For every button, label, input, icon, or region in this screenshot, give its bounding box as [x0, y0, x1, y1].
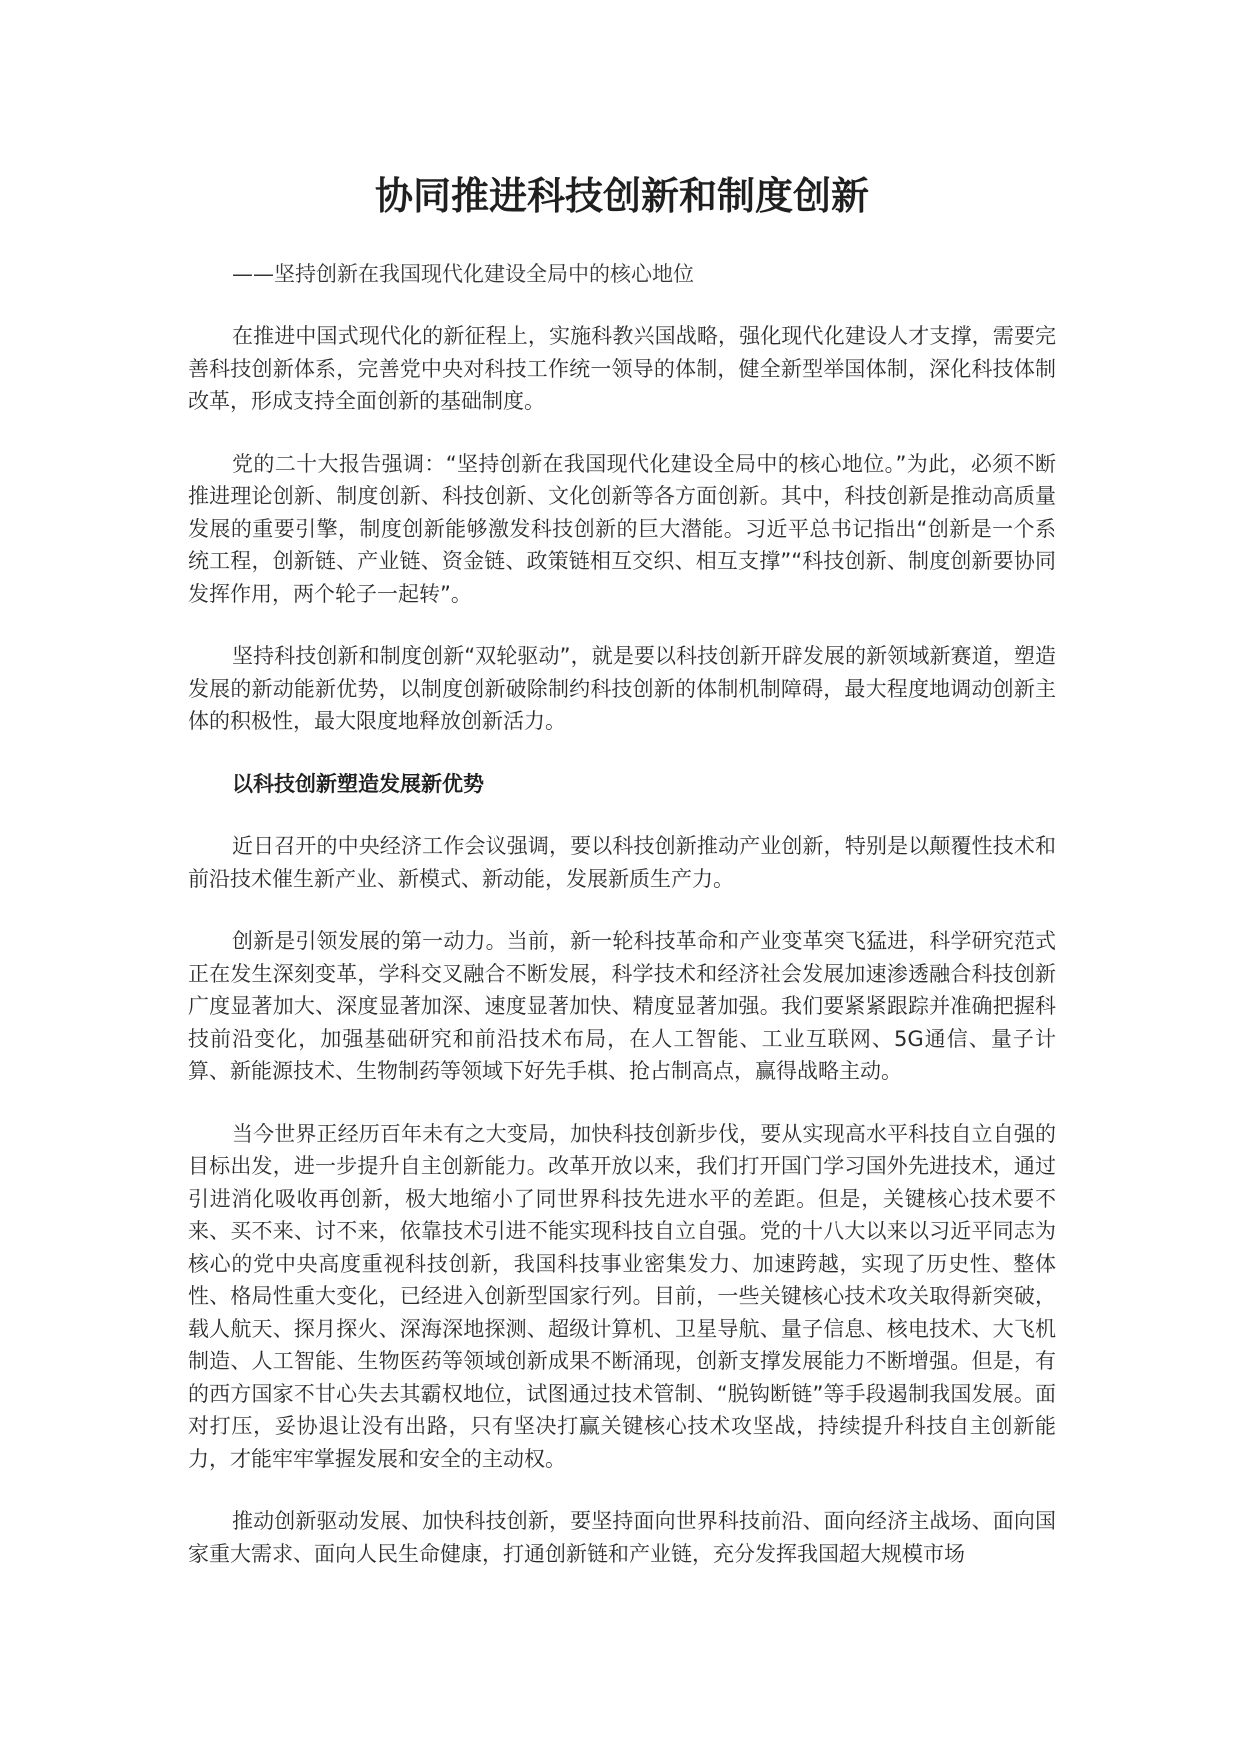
paragraph: 近日召开的中央经济工作会议强调，要以科技创新推动产业创新，特别是以颠覆性技术和前沿技术催生新产业、新模式、新动能，发展新质生产力。 — [188, 834, 1056, 891]
paragraph: 坚持科技创新和制度创新“双轮驱动”，就是要以科技创新开辟发展的新领域新赛道，塑造发展的新动能新优势，以制度创新破除制约科技创新的体制机制障碍，最大程度地调动创新主体的积极性，最大限度地释放创新活力。 — [188, 644, 1056, 733]
section-heading: 以科技创新塑造发展新优势 — [232, 771, 484, 796]
paragraph: 当今世界正经历百年未有之大变局，加快科技创新步伐，要从实现高水平科技自立自强的目标出发，进一步提升自主创新能力。改革开放以来，我们打开国门学习国外先进技术，通过引进消化吸收再创新，极大地缩小了同世界科技先进水平的差距。但是，关键核心技术要不来、买不来、讨不来，依靠技术引进不能实现科技自立自强。党的十八大以来以习近平同志为核心的党中央高度重视科技创新，我国科技事业密集发力、加速跨越，实现了历史性、整体性、格局性重大变化，已经进入创新型国家行列。目前，一些关键核心技术攻关取得新突破，载人航天、探月探火、深海深地探测、超级计算机、卫星导航、量子信息、核电技术、大飞机制造、人工智能、生物医药等领域创新成果不断涌现，创新支撑发展能力不断增强。但是，有的西方国家不甘心失去其霸权地位，试图通过技术管制、“脱钩断链”等手段遏制我国发展。面对打压，妥协退让没有出路，只有坚决打赢关键核心技术攻坚战，持续提升科技自主创新能力，才能牢牢掌握发展和安全的主动权。 — [188, 1121, 1056, 1471]
paragraph: 推动创新驱动发展、加快科技创新，要坚持面向世界科技前沿、面向经济主战场、面向国家重大需求、面向人民生命健康，打通创新链和产业链，充分发挥我国超大规模市场 — [188, 1509, 1056, 1566]
document-title: 协同推进科技创新和制度创新 — [374, 174, 869, 218]
paragraph: 在推进中国式现代化的新征程上，实施科教兴国战略，强化现代化建设人才支撑，需要完善科技创新体系，完善党中央对科技工作统一领导的体制，健全新型举国体制，深化科技体制改革，形成支持全面创新的基础制度。 — [188, 324, 1056, 413]
document-subtitle: ——坚持创新在我国现代化建设全局中的核心地位 — [232, 262, 694, 286]
paragraph: 党的二十大报告强调：“坚持创新在我国现代化建设全局中的核心地位。”为此，必须不断推进理论创新、制度创新、科技创新、文化创新等各方面创新。其中，科技创新是推动高质量发展的重要引擎，制度创新能够激发科技创新的巨大潜能。习近平总书记指出“创新是一个系统工程，创新链、产业链、资金链、政策链相互交织、相互支撑”“科技创新、制度创新要协同发挥作用，两个轮子一起转”。 — [188, 451, 1056, 606]
paragraph: 创新是引领发展的第一动力。当前，新一轮科技革命和产业变革突飞猛进，科学研究范式正在发生深刻变革，学科交叉融合不断发展，科学技术和经济社会发展加速渗透融合科技创新广度显著加大、深度显著加深、速度显著加快、精度显著加强。我们要紧紧跟踪并准确把握科技前沿变化，加强基础研究和前沿技术布局，在人工智能、工业互联网、5G通信、量子计算、新能源技术、生物制药等领域下好先手棋、抢占制高点，赢得战略主动。 — [188, 929, 1056, 1083]
document-body — [188, 320, 1056, 1600]
